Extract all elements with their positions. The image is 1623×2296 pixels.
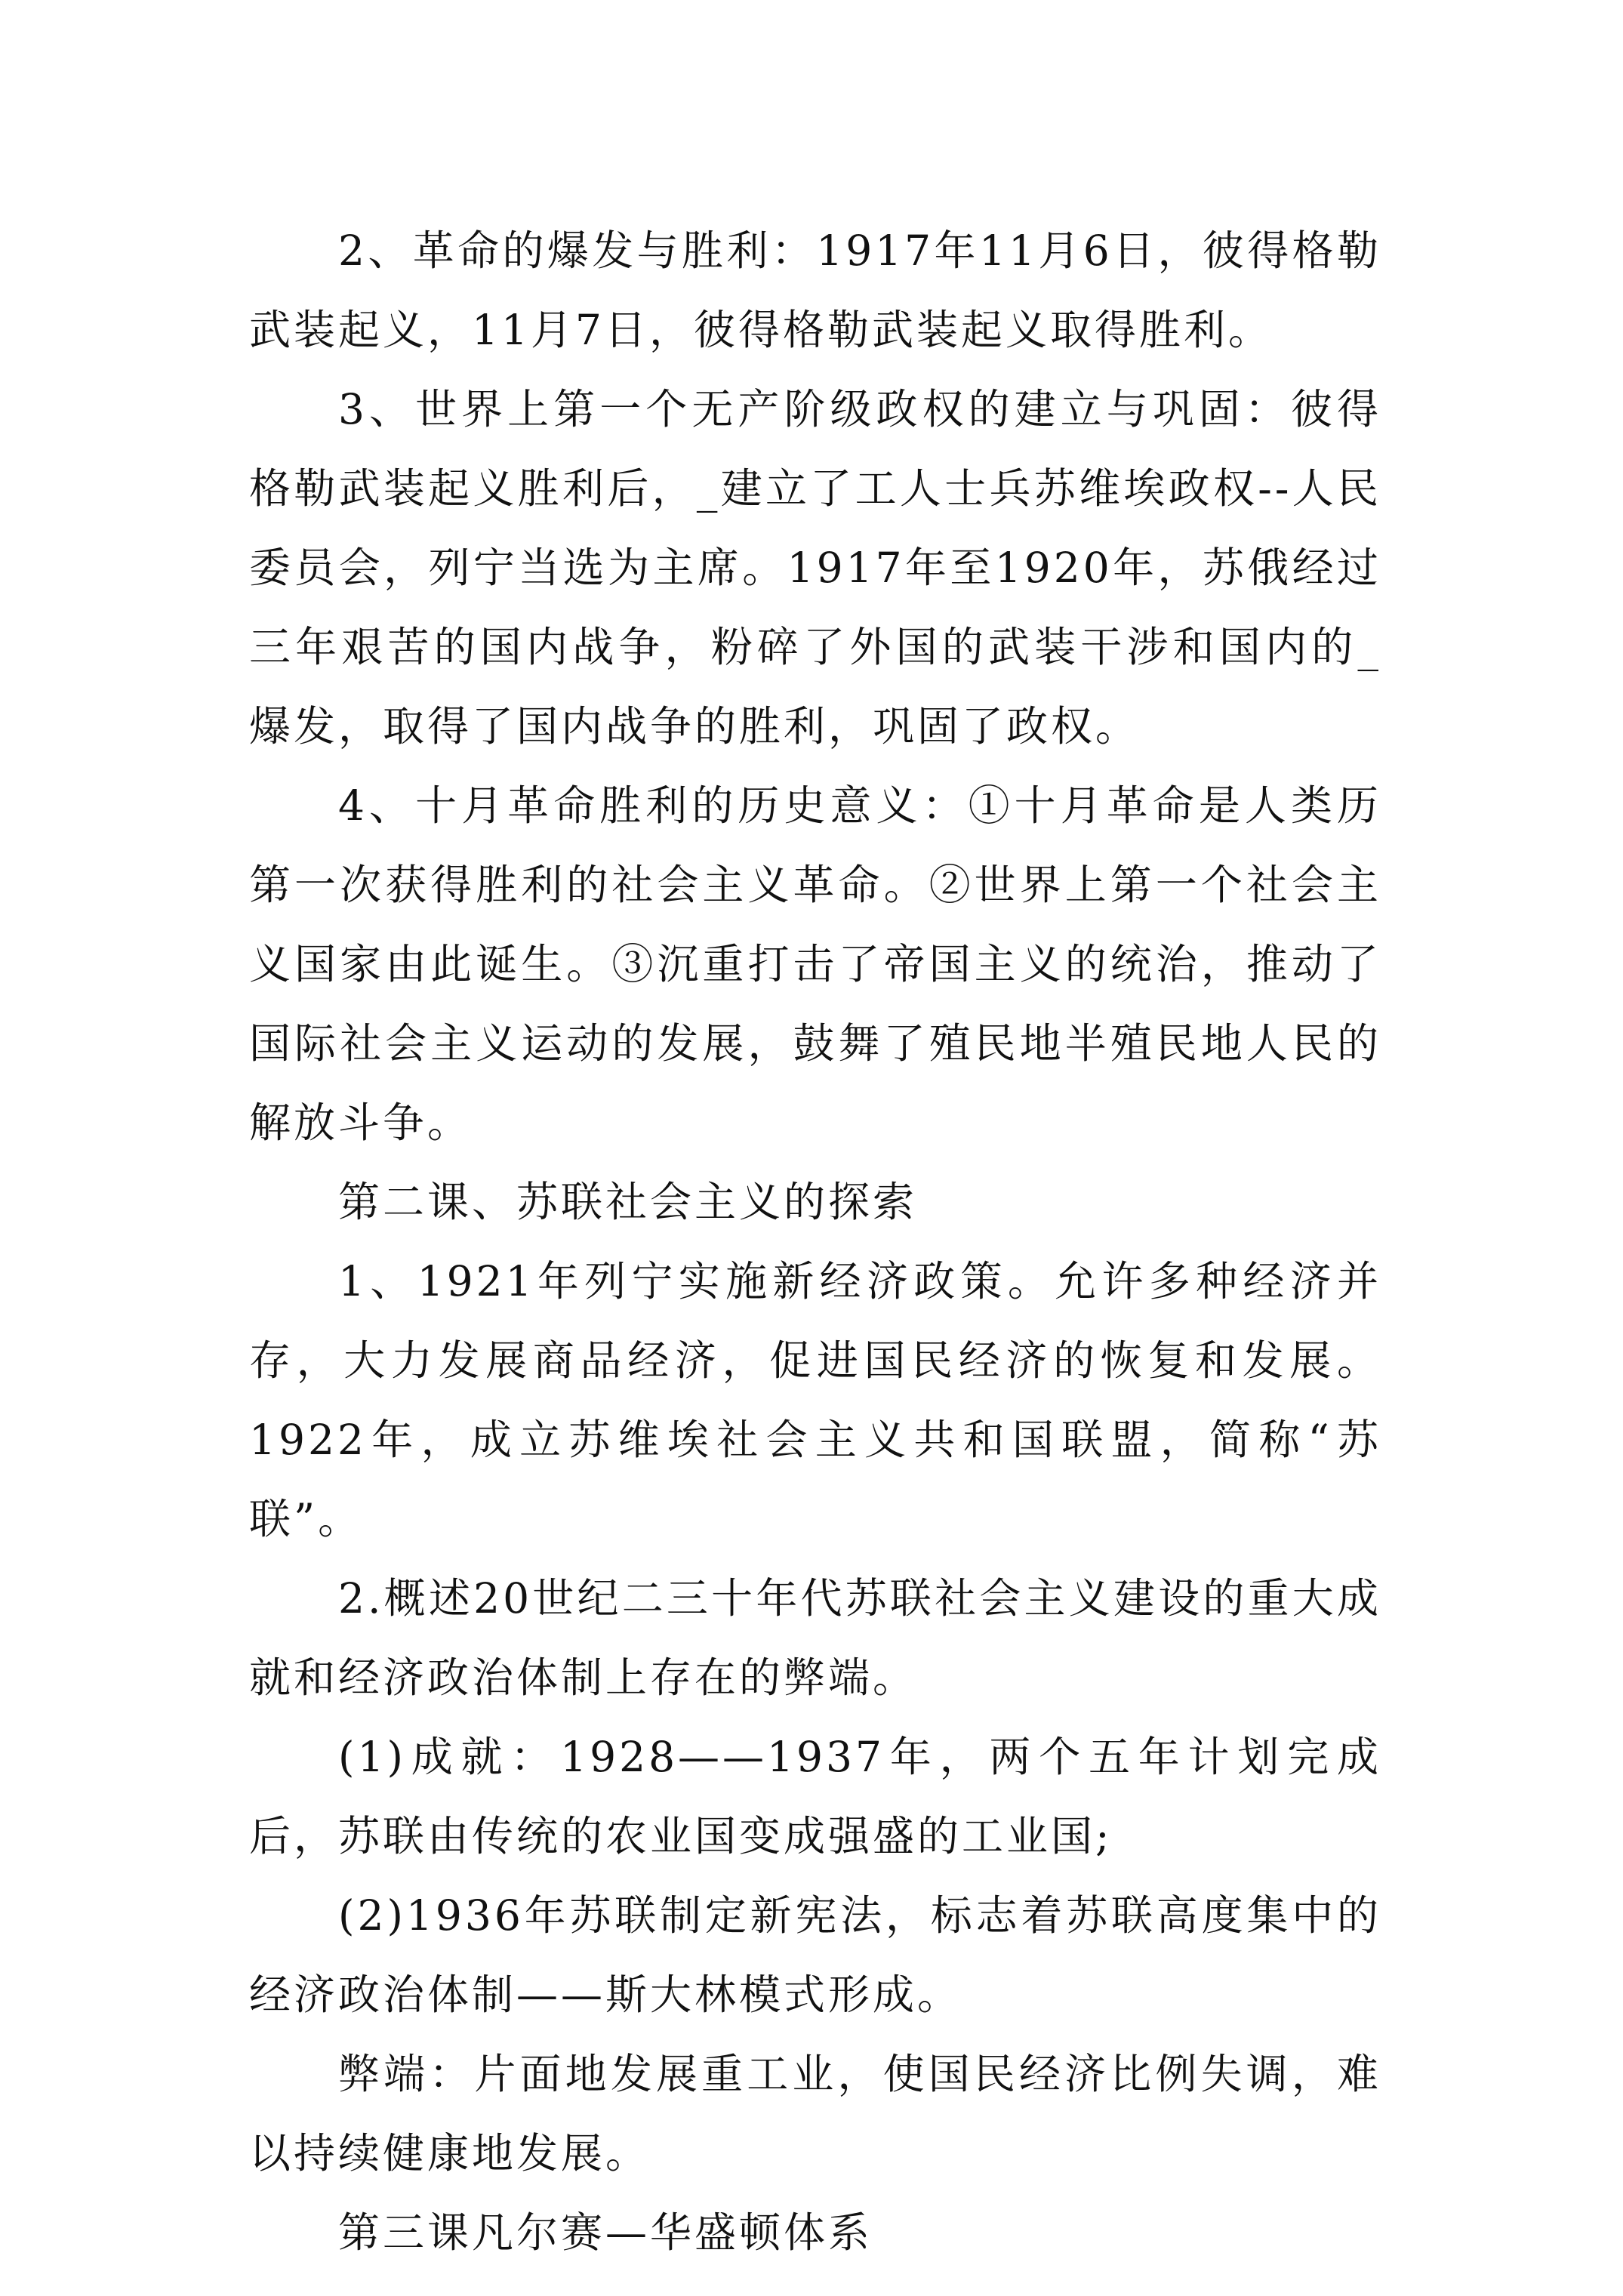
- paragraph-drawbacks: 弊端：片面地发展重工业，使国民经济比例失调，难以持续健康地发展。: [249, 2050, 1381, 2177]
- paragraph-stalin-model: (2)1936年苏联制定新宪法，标志着苏联高度集中的经济政治体制——斯大林模式形成。: [249, 1891, 1381, 2019]
- section-heading-lesson-2: 第二课、苏联社会主义的探索: [338, 1178, 918, 1226]
- paragraph-new-economic-policy: 1、1921年列宁实施新经济政策。允许多种经济并存，大力发展商品经济，促进国民经济的恢复和发展。1922年，成立苏维埃社会主义共和国联盟，简称“苏联”。: [249, 1257, 1381, 1543]
- paragraph-october-revolution-outbreak: 2、革命的爆发与胜利：1917年11月6日，彼得格勒武装起义，11月7日，彼得格勒武装起义取得胜利。: [249, 227, 1381, 354]
- paragraph-soviet-power-establishment: 3、世界上第一个无产阶级政权的建立与巩固：彼得格勒武装起义胜利后，_建立了工人士兵苏维埃政权--人民委员会，列宁当选为主席。1917年至1920年，苏俄经过三年艰苦的国内战争，粉碎了外国的武装干涉和国内的_爆发，取得了国内战争的胜利，巩固了政权。: [249, 385, 1381, 750]
- paragraph-achievements: (1)成就：1928——1937年，两个五年计划完成后，苏联由传统的农业国变成强盛的工业国;: [249, 1733, 1381, 1860]
- paragraph-achievements-overview: 2.概述20世纪二三十年代苏联社会主义建设的重大成就和经济政治体制上存在的弊端。: [249, 1574, 1381, 1702]
- paragraph-historical-significance: 4、十月革命胜利的历史意义：①十月革命是人类历第一次获得胜利的社会主义革命。②世界上第一个社会主义国家由此诞生。③沉重打击了帝国主义的统治，推动了国际社会主义运动的发展，鼓舞了殖民地半殖民地人民的解放斗争。: [249, 781, 1381, 1147]
- document-page: [249, 211, 1381, 2273]
- section-heading-lesson-3: 第三课凡尔赛—华盛顿体系: [338, 2208, 873, 2257]
